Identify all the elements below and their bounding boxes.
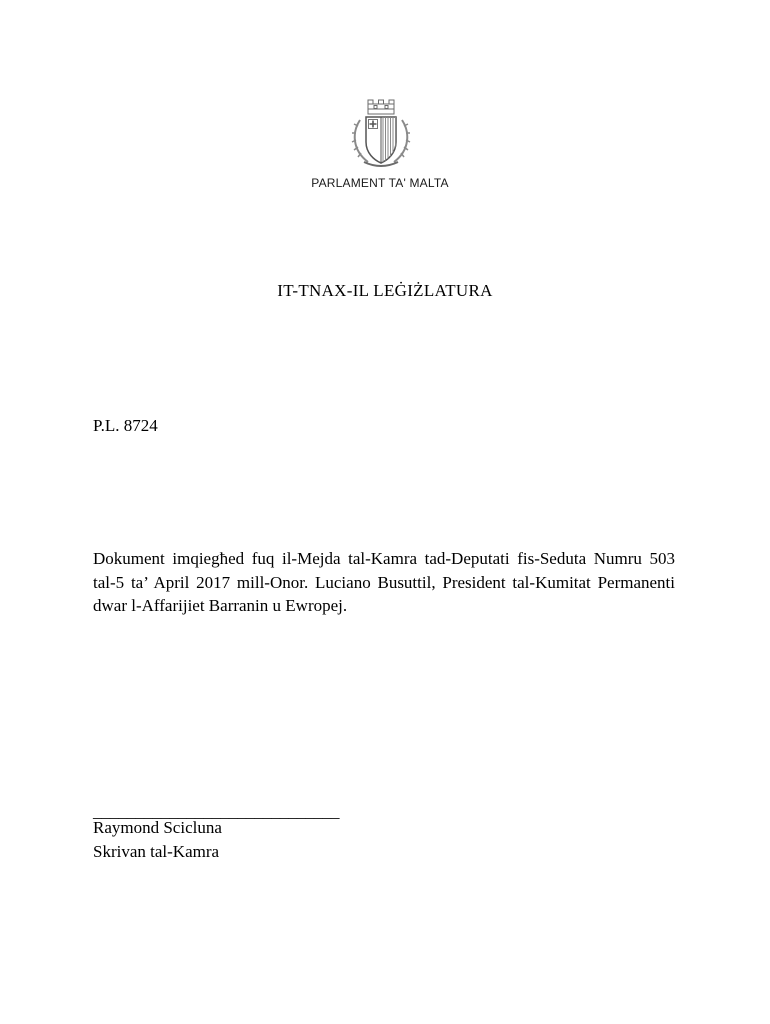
parliament-name: PARLAMENT TA' MALTA [311,176,449,190]
signatory-title: Skrivan tal-Kamra [93,842,220,861]
document-reference: P.L. 8724 [93,416,158,435]
malta-coat-of-arms-icon [350,98,412,170]
legislature-heading: IT-TNAX-IL LEĠIŻLATURA [277,281,493,300]
signatory-name: Raymond Scicluna [93,818,222,837]
signature-line: _____________________________ [93,802,340,821]
document-body: Dokument imqiegħed fuq il-Mejda tal-Kamra tad-Deputati fis-Seduta Numru 503 tal-5 ta’ April 2017 mill-Onor. Luciano Busuttil, President tal-Kumitat Permanenti dwar l-Affarijiet Barranin u Ewropej. [93,549,675,615]
